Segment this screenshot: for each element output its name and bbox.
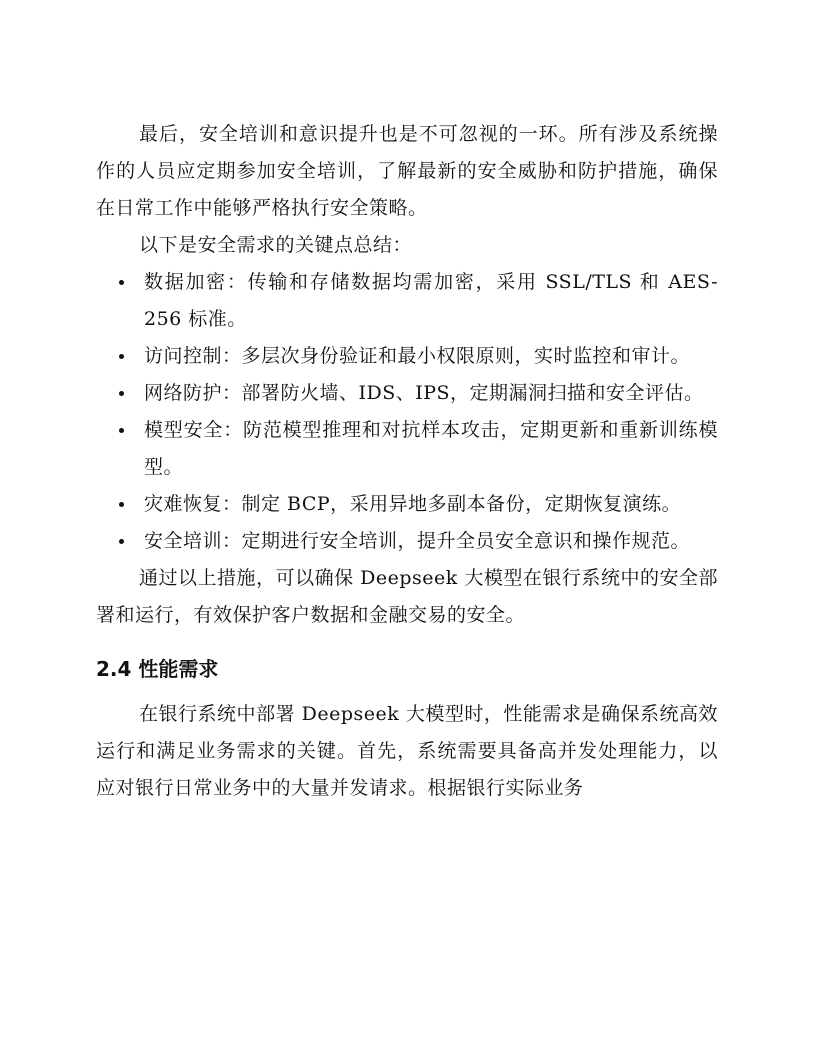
summary-intro: 以下是安全需求的关键点总结： xyxy=(139,234,413,256)
list-item-text: 访问控制：多层次身份验证和最小权限原则，实时监控和审计。 xyxy=(144,345,691,367)
list-item xyxy=(96,375,718,412)
bullet-icon xyxy=(119,539,124,544)
list-item-text: 安全培训：定期进行安全培训，提升全员安全意识和操作规范。 xyxy=(144,530,691,552)
section-heading: 2.4 性能需求 xyxy=(96,657,219,681)
conclusion-paragraph: 通过以上措施，可以确保 Deepseek 大模型在银行系统中的安全部署和运行，有效保护客户数据和金融交易的安全。 xyxy=(96,567,718,626)
bullet-icon xyxy=(119,428,124,433)
list-item-text: 模型安全：防范模型推理和对抗样本攻击，定期更新和重新训练模型。 xyxy=(144,419,718,478)
list-item-text: 灾难恢复：制定 BCP，采用异地多副本备份，定期恢复演练。 xyxy=(144,493,682,515)
list-item xyxy=(96,338,718,375)
bullet-icon xyxy=(119,391,124,396)
training-paragraph: 最后，安全培训和意识提升也是不可忽视的一环。所有涉及系统操作的人员应定期参加安全培训，了解最新的安全威胁和防护措施，确保在日常工作中能够严格执行安全策略。 xyxy=(96,123,718,219)
list-item xyxy=(96,486,718,523)
list-item xyxy=(96,523,718,560)
document-page xyxy=(96,116,718,807)
list-item xyxy=(96,264,718,338)
security-key-points-list xyxy=(96,264,718,560)
bullet-icon xyxy=(119,502,124,507)
bullet-icon xyxy=(119,354,124,359)
list-item-text: 网络防护：部署防火墙、IDS、IPS，定期漏洞扫描和安全评估。 xyxy=(144,382,704,404)
bullet-icon xyxy=(119,280,124,285)
list-item-text: 数据加密：传输和存储数据均需加密，采用 SSL/TLS 和 AES-256 标准。 xyxy=(144,271,718,330)
performance-paragraph: 在银行系统中部署 Deepseek 大模型时，性能需求是确保系统高效运行和满足业务需求的关键。首先，系统需要具备高并发处理能力，以应对银行日常业务中的大量并发请求。根据银行实际业务 xyxy=(96,703,718,799)
list-item xyxy=(96,412,718,486)
